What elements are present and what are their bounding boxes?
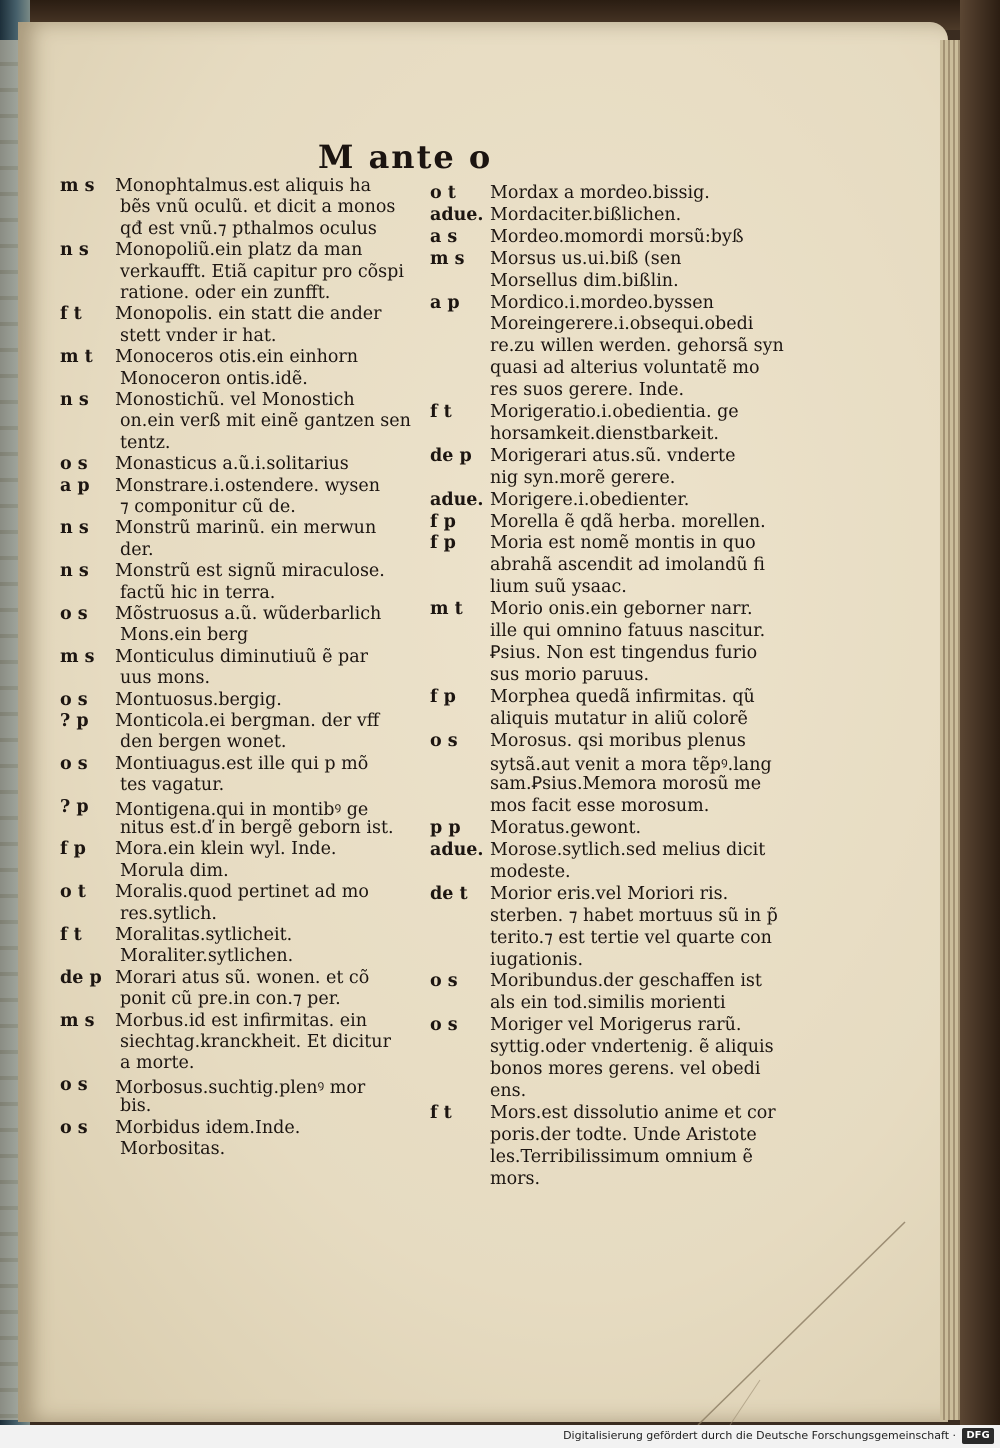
entry-headword-line: Moria est nomẽ montis in quo: [490, 533, 756, 554]
entry-continuation-line: abrahã ascendit ad imolandũ fi: [490, 555, 765, 576]
entry-headword-line: Montiuagus.est ille qui p mõ: [115, 753, 369, 774]
entry-headword-line: Moriger vel Morigerus rarũ.: [490, 1015, 742, 1036]
entry-headword-line: Monophtalmus.est aliquis ha: [115, 176, 372, 196]
funding-note: Digitalisierung gefördert durch die Deutsche Forschungsgemeinschaft ·: [563, 1429, 956, 1442]
entry-headword-line: Morosus. qsi moribus plenus: [490, 730, 746, 751]
entry-continuation-line: bẽs vnũ oculũ. et dicit a monos: [120, 197, 396, 218]
entry-continuation-line: mos facit esse morosum.: [490, 796, 710, 817]
entry-continuation-line: iugationis.: [490, 949, 584, 970]
entry-marks: f t: [60, 925, 82, 945]
entry-marks: m t: [60, 347, 93, 368]
entry-continuation-line: sytsã.aut venit a mora tẽpꝰ.lang: [490, 755, 772, 776]
entry-marks: o s: [430, 971, 458, 992]
facing-page-edge: [0, 40, 18, 1420]
entry-continuation-line: Monoceron ontis.idẽ.: [120, 368, 308, 389]
entry-headword-line: Morigerari atus.sũ. vnderte: [490, 445, 736, 466]
entry-marks: f t: [430, 1102, 452, 1123]
entry-marks: n s: [60, 390, 89, 410]
entry-marks: a p: [60, 475, 90, 496]
entry-continuation-line: Morula dim.: [120, 860, 229, 881]
entry-marks: o s: [430, 1015, 458, 1036]
entry-continuation-line: qđ est vnũ.⁊ pthalmos oculus: [120, 218, 377, 239]
entry-headword-line: Montuosus.bergig.: [115, 689, 282, 710]
entry-marks: o s: [60, 454, 88, 475]
entry-continuation-line: als ein tod.similis morienti: [490, 993, 726, 1014]
entry-marks: n s: [60, 518, 89, 539]
entry-continuation-line: uus mons.: [120, 668, 211, 689]
entry-marks: f p: [60, 839, 86, 860]
footer-bar: [0, 1425, 1000, 1448]
entry-marks: ? p: [60, 796, 89, 817]
entry-marks: m s: [60, 176, 95, 196]
entry-marks: n s: [60, 240, 89, 261]
entry-headword-line: Morigeratio.i.obedientia. ge: [490, 402, 739, 422]
entry-marks: m s: [430, 248, 465, 269]
entry-headword-line: Morella ẽ qdã herba. morellen.: [490, 511, 766, 532]
entry-headword-line: Mõstruosus a.ũ. wũderbarlich: [115, 604, 382, 624]
page-header: M ante o: [318, 138, 493, 176]
entry-marks: f p: [430, 533, 456, 554]
entry-continuation-line: ⁊ componitur cũ de.: [120, 497, 296, 517]
entry-marks: m s: [60, 646, 95, 667]
entry-marks: de p: [60, 967, 102, 988]
entry-continuation-line: ponit cũ pre.in con.⁊ per.: [120, 989, 341, 1010]
entry-marks: de t: [430, 883, 468, 904]
entry-continuation-line: re.zu willen werden. gehorsã syn: [490, 336, 784, 357]
entry-headword-line: Monstrũ est signũ miraculose.: [115, 561, 385, 582]
entry-headword-line: Morbus.id est infirmitas. ein: [115, 1010, 368, 1031]
entry-headword-line: Morbosus.suchtig.plenꝰ mor: [115, 1077, 366, 1098]
entry-marks: o t: [430, 183, 456, 203]
entry-continuation-line: sam.Ꝑsius.Memora morosũ me: [490, 774, 762, 795]
entry-marks: adue.: [430, 840, 484, 860]
entry-marks: f p: [430, 686, 456, 707]
entry-continuation-line: nig syn.morẽ gerere.: [490, 467, 676, 488]
entry-continuation-line: horsamkeit.dienstbarkeit.: [490, 423, 719, 444]
entry-continuation-line: quasi ad alterius voluntatẽ mo: [490, 358, 760, 379]
entry-continuation-line: tes vagatur.: [120, 775, 225, 796]
entry-headword-line: Mordaciter.bißlichen.: [490, 204, 682, 225]
entry-marks: o s: [60, 604, 88, 624]
entry-marks: a p: [430, 292, 460, 313]
entry-continuation-line: ratione. oder ein zunfft.: [120, 283, 331, 303]
entry-continuation-line: a morte.: [120, 1053, 195, 1074]
book-cover-right: [960, 0, 1000, 1425]
entry-continuation-line: factũ hic in terra.: [120, 582, 276, 603]
entry-marks: f p: [430, 511, 456, 532]
entry-marks: m s: [60, 1010, 95, 1031]
entry-headword-line: Morior eris.vel Moriori ris.: [490, 883, 729, 904]
entry-headword-line: Morio onis.ein geborner narr.: [490, 599, 753, 620]
entry-headword-line: Moribundus.der geschaffen ist: [490, 971, 762, 992]
entry-headword-line: Monticola.ei bergman. der vff: [115, 711, 380, 731]
entry-marks: ? p: [60, 711, 89, 731]
entry-marks: adue.: [430, 204, 484, 225]
entry-continuation-line: modeste.: [490, 861, 571, 882]
entry-headword-line: Monasticus a.ũ.i.solitarius: [115, 454, 349, 475]
entry-continuation-line: les.Terribilissimum omnium ẽ: [490, 1146, 753, 1167]
entry-continuation-line: ille qui omnino fatuus nascitur.: [490, 621, 766, 641]
entry-headword-line: Morose.sytlich.sed melius dicit: [490, 840, 766, 860]
entry-marks: f t: [60, 304, 82, 325]
entry-marks: o s: [60, 1117, 88, 1138]
entry-continuation-line: Moreingerere.i.obsequi.obedi: [490, 314, 754, 335]
entry-continuation-line: aliquis mutatur in aliũ colorẽ: [490, 708, 748, 729]
entry-headword-line: Monoceros otis.ein einhorn: [115, 347, 359, 368]
entry-continuation-line: bonos mores gerens. vel obedi: [490, 1059, 761, 1079]
entry-continuation-line: verkaufft. Etiã capitur pro cõspi: [120, 261, 404, 282]
entry-headword-line: Monstrare.i.ostendere. wysen: [115, 475, 381, 496]
entry-continuation-line: stett vnder ir hat.: [120, 325, 277, 346]
entry-continuation-line: lium suũ ysaac.: [490, 577, 627, 598]
entry-headword-line: Morigere.i.obedienter.: [490, 489, 690, 510]
entry-marks: o s: [60, 689, 88, 710]
entry-marks: f t: [430, 402, 452, 422]
entry-continuation-line: terito.⁊ est tertie vel quarte con: [490, 927, 772, 948]
entry-continuation-line: ens.: [490, 1080, 527, 1101]
entry-continuation-line: mors.: [490, 1168, 541, 1189]
entry-continuation-line: sterben. ⁊ habet mortuus sũ in p̃: [490, 905, 778, 926]
entry-continuation-line: syttig.oder vndertenig. ẽ aliquis: [490, 1037, 774, 1058]
entry-headword-line: Monstrũ marinũ. ein merwun: [115, 518, 377, 539]
entry-continuation-line: res suos gerere. Inde.: [490, 380, 685, 401]
entry-continuation-line: tentz.: [120, 432, 171, 453]
entry-marks: o s: [430, 730, 458, 751]
entry-continuation-line: res.sytlich.: [120, 903, 217, 924]
entry-marks: de p: [430, 445, 472, 466]
entry-headword-line: Morphea quedã infirmitas. qũ: [490, 686, 755, 707]
entry-headword-line: Mordeo.momordi morsũ:byß: [490, 226, 744, 247]
entry-marks: o s: [60, 1074, 88, 1095]
entry-headword-line: Moralis.quod pertinet ad mo: [115, 882, 369, 903]
entry-marks: adue.: [430, 489, 484, 510]
entry-continuation-line: bis.: [120, 1096, 152, 1117]
entry-headword-line: Mors.est dissolutio anime et cor: [490, 1102, 776, 1123]
entry-headword-line: Moralitas.sytlicheit.: [115, 925, 293, 945]
entry-continuation-line: nitus est.ď in bergẽ geborn ist.: [120, 818, 394, 838]
entry-continuation-line: on.ein verß mit einẽ gantzen sen: [120, 411, 411, 432]
entry-headword-line: Moratus.gewont.: [490, 818, 642, 839]
entry-headword-line: Mordico.i.mordeo.byssen: [490, 292, 714, 313]
entry-headword-line: Morbidus idem.Inde.: [115, 1117, 301, 1138]
entry-headword-line: Morari atus sũ. wonen. et cõ: [115, 967, 370, 988]
entry-headword-line: Monopolis. ein statt die ander: [115, 304, 382, 325]
entry-continuation-line: Mons.ein berg: [120, 625, 249, 646]
entry-continuation-line: poris.der todte. Unde Aristote: [490, 1124, 757, 1145]
entry-marks: a s: [430, 226, 458, 247]
entry-continuation-line: den bergen wonet.: [120, 732, 287, 753]
entry-continuation-line: sus morio paruus.: [490, 664, 650, 685]
entry-marks: o s: [60, 753, 88, 774]
entry-headword-line: Mora.ein klein wyl. Inde.: [115, 839, 337, 860]
entry-continuation-line: der.: [120, 539, 154, 560]
entry-headword-line: Mordax a mordeo.bissig.: [490, 183, 710, 203]
entry-continuation-line: Ꝑsius. Non est tingendus furio: [490, 642, 758, 663]
dfg-logo: DFG: [962, 1428, 994, 1444]
entry-marks: o t: [60, 882, 86, 903]
entry-marks: m t: [430, 599, 463, 620]
entry-headword-line: Monopoliũ.ein platz da man: [115, 240, 363, 261]
entry-continuation-line: siechtag.kranckheit. Et dicitur: [120, 1032, 391, 1052]
entry-continuation-line: Morsellus dim.bißlin.: [490, 270, 679, 291]
entry-headword-line: Monostichũ. vel Monostich: [115, 390, 355, 410]
entry-continuation-line: Morbositas.: [120, 1139, 226, 1159]
entry-headword-line: Monticulus diminutiuũ ẽ par: [115, 646, 369, 667]
entry-continuation-line: Moraliter.sytlichen.: [120, 946, 294, 967]
entry-marks: n s: [60, 561, 89, 582]
entry-headword-line: Montigena.qui in montibꝰ ge: [115, 799, 369, 820]
entry-headword-line: Morsus us.ui.biß (sen: [490, 248, 682, 269]
entry-marks: p p: [430, 818, 461, 839]
